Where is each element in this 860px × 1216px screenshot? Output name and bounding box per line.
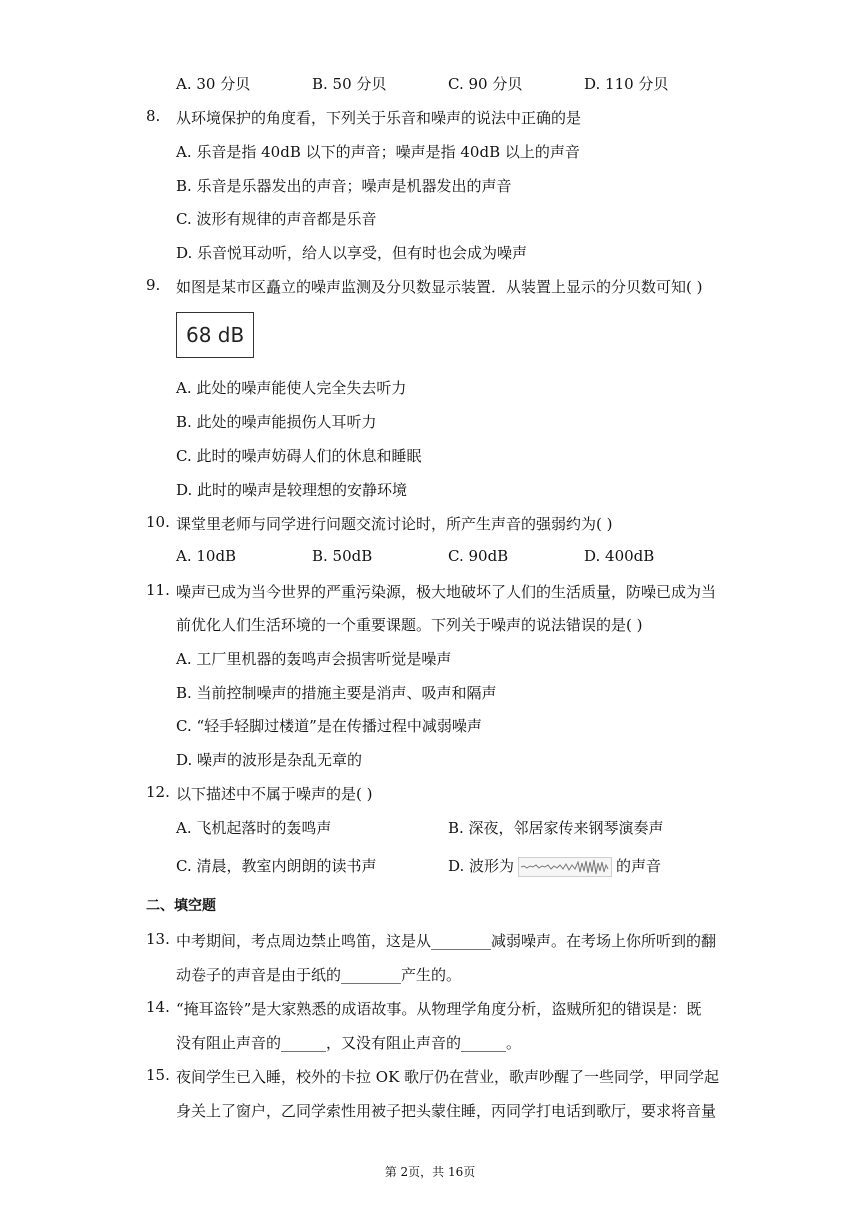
question-number: 13. <box>146 930 170 948</box>
question-stem: 课堂里老师与同学进行问题交流讨论时，所产生声音的强弱约为( ) <box>176 515 613 533</box>
option-d-suffix: 的声音 <box>616 857 662 875</box>
noise-waveform-icon <box>518 857 612 877</box>
question-number: 12. <box>146 783 170 801</box>
option-b: B. 此处的噪声能损伤人耳听力 <box>176 413 377 431</box>
option-b: B. 乐音是乐器发出的声音；噪声是机器发出的声音 <box>176 177 512 195</box>
option-a: A. 工厂里机器的轰鸣声会损害听觉是噪声 <box>176 650 452 668</box>
option-a: A. 10dB <box>176 547 237 565</box>
option-a: A. 此处的噪声能使人完全失去听力 <box>176 379 407 397</box>
question-stem: 从环境保护的角度看，下列关于乐音和噪声的说法中正确的是 <box>176 109 582 127</box>
question-number: 14. <box>146 998 170 1016</box>
question-line2: 没有阻止声音的______，又没有阻止声音的______。 <box>176 1034 522 1052</box>
option-b: B. 50dB <box>312 547 373 565</box>
option-c: C. 清晨，教室内朗朗的读书声 <box>176 857 377 875</box>
page-footer: 第 2页，共 16页 <box>384 1165 476 1179</box>
question-line1: “掩耳盗铃”是大家熟悉的成语故事。从物理学角度分析，盗贼所犯的错误是：既 <box>176 1000 702 1018</box>
question-number: 9. <box>146 276 161 294</box>
section-heading-fill-in: 二、填空题 <box>146 898 216 914</box>
decibel-reading: 68 dB <box>186 323 245 347</box>
decibel-display <box>176 312 254 358</box>
question-stem: 如图是某市区矗立的噪声监测及分贝数显示装置．从装置上显示的分贝数可知( ) <box>176 278 703 296</box>
question-number: 8. <box>146 107 161 125</box>
question-number: 11. <box>146 581 170 599</box>
question-number: 10. <box>146 513 170 531</box>
question-line1: 夜间学生已入睡，校外的卡拉 OK 歌厅仍在营业，歌声吵醒了一些同学，甲同学起 <box>176 1068 720 1086</box>
option-b: B. 当前控制噪声的措施主要是消声、吸声和隔声 <box>176 684 497 702</box>
q7-option-a: A. 30 分贝 <box>176 75 251 93</box>
option-c: C. “轻手轻脚过楼道”是在传播过程中减弱噪声 <box>176 717 482 735</box>
option-d: D. 乐音悦耳动听，给人以享受，但有时也会成为噪声 <box>176 244 528 262</box>
question-line1: 中考期间，考点周边禁止鸣笛，这是从________减弱噪声。在考场上你所听到的翻 <box>176 932 717 950</box>
question-line2: 动卷子的声音是由于纸的________产生的。 <box>176 966 462 984</box>
q7-option-d: D. 110 分贝 <box>584 75 669 93</box>
question-stem-line2: 前优化人们生活环境的一个重要课题。下列关于噪声的说法错误的是( ) <box>176 616 643 634</box>
question-stem-line1: 噪声已成为当今世界的严重污染源，极大地破坏了人们的生活质量，防噪已成为当 <box>176 583 717 601</box>
option-d: D. 噪声的波形是杂乱无章的 <box>176 751 363 769</box>
option-b: B. 深夜，邻居家传来钢琴演奏声 <box>448 819 664 837</box>
option-c: C. 90dB <box>448 547 509 565</box>
option-c: C. 此时的噪声妨碍人们的休息和睡眠 <box>176 447 422 465</box>
option-d-prefix: D. 波形为 <box>448 857 515 875</box>
option-d: D. 400dB <box>584 547 655 565</box>
q7-option-c: C. 90 分贝 <box>448 75 523 93</box>
question-stem: 以下描述中不属于噪声的是( ) <box>176 785 373 803</box>
option-c: C. 波形有规律的声音都是乐音 <box>176 210 377 228</box>
option-d: D. 此时的噪声是较理想的安静环境 <box>176 481 408 499</box>
question-line2: 身关上了窗户，乙同学索性用被子把头蒙住睡，丙同学打电话到歌厅，要求将音量 <box>176 1102 717 1120</box>
option-a: A. 飞机起落时的轰鸣声 <box>176 819 332 837</box>
q7-option-b: B. 50 分贝 <box>312 75 387 93</box>
question-number: 15. <box>146 1066 170 1084</box>
option-a: A. 乐音是指 40dB 以下的声音；噪声是指 40dB 以上的声音 <box>176 143 580 161</box>
option-d <box>448 855 661 877</box>
